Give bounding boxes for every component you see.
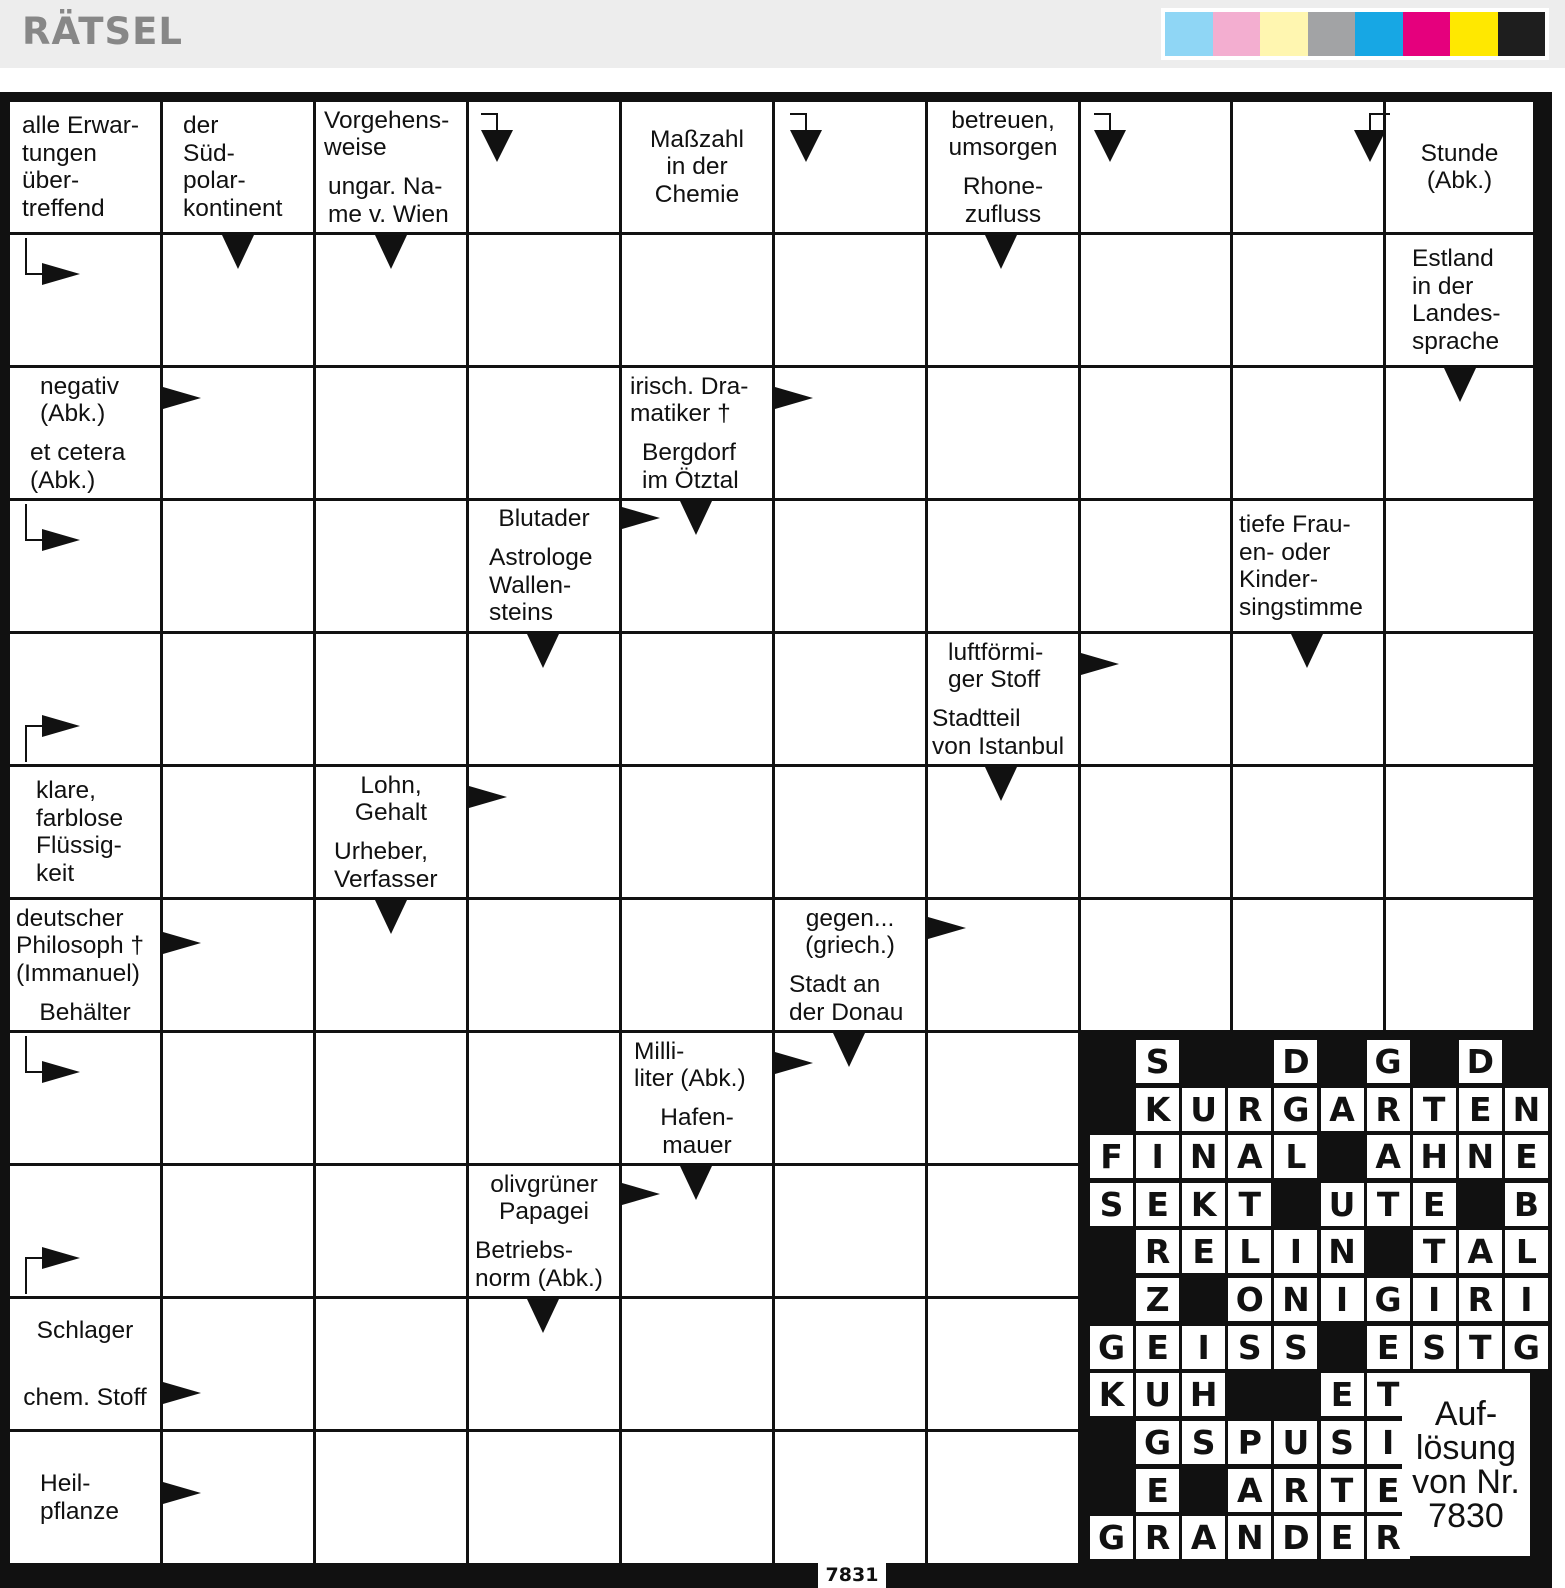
solution-letter: L [1505,1230,1548,1273]
solution-letter: G [1136,1421,1179,1464]
solution-letter: G [1274,1088,1317,1131]
solution-letter: D [1459,1040,1502,1083]
clue-line: Rhone- [962,173,1044,200]
solution-letter: A [1367,1135,1410,1178]
solution-letter: S [1228,1326,1271,1369]
clue-line: ger Stoff [948,666,1041,693]
solution-letter: U [1274,1421,1317,1464]
clue-line: (griech.) [805,932,895,959]
clue-line: Stadtteil [932,705,1021,732]
clue-line: et cetera [30,439,126,466]
solution-letter: R [1367,1088,1410,1131]
clue-line: sprache [1412,327,1500,355]
bent-arrow-right-icon [24,502,84,563]
arrow-right-icon [163,387,201,409]
grid-cell[interactable] [775,767,925,897]
solution-letter: B [1505,1183,1548,1226]
clue-line: Vorgehens- [324,106,450,134]
solution-letter: T [1413,1230,1456,1273]
solution-letter: O [1228,1278,1271,1321]
arrow-down-icon [527,634,559,668]
solution-letter: E [1367,1469,1410,1512]
grid-cell[interactable] [1386,900,1533,1030]
clue-c6 [928,102,1078,166]
clue-line: klare, [36,777,96,804]
clue-line: farblose [36,804,124,832]
solution-letter: U [1182,1088,1225,1131]
grid-cell[interactable] [316,368,466,498]
clue-line: Stunde [1420,139,1499,167]
arrow-right-icon [622,507,660,529]
solution-label-line: Auf- [1434,1394,1498,1433]
clue-c11 [10,435,160,498]
clue-c12 [622,368,772,432]
clue-c18 [928,701,1078,764]
solution-letter: I [1367,1421,1410,1464]
solution-letter: A [1228,1135,1271,1178]
clue-line: Maßzahl [650,125,744,153]
clue-line: über- [22,167,80,194]
solution-letter: T [1413,1088,1456,1131]
clue-line: chem. Stoff [23,1383,147,1411]
clue-c21 [316,834,466,897]
clue-line: Blutader [498,505,590,533]
solution-letter: A [1182,1516,1225,1559]
clue-line: Milli- [634,1037,685,1065]
solution-letter: S [1182,1421,1225,1464]
grid-cell[interactable] [1386,634,1533,764]
solution-letter: N [1321,1230,1364,1273]
grid-cell[interactable] [316,1033,466,1163]
solution-letter: S [1090,1183,1133,1226]
solution-letter: R [1228,1088,1271,1131]
solution-letter: H [1413,1135,1456,1178]
bent-arrow-right-icon [24,236,84,297]
solution-letter: T [1459,1326,1502,1369]
solution-letter: G [1367,1278,1410,1321]
arrow-down-icon [833,1033,865,1067]
clue-c30 [10,1299,160,1363]
clue-line: pflanze [40,1497,120,1525]
grid-cell[interactable] [928,368,1078,498]
color-swatch [1165,12,1213,56]
clue-line: (Abk.) [1426,167,1493,194]
clue-line: Betriebs- [475,1237,574,1264]
clue-c19 [10,767,160,897]
solution-letter: U [1136,1373,1179,1416]
clue-line: der Donau [789,998,904,1026]
clue-line: polar- [183,167,246,194]
clue-c15 [469,540,619,631]
clue-c32 [10,1432,160,1563]
solution-letter: S [1321,1421,1364,1464]
clue-c20 [316,767,466,831]
grid-cell[interactable] [1081,501,1230,631]
grid-cell[interactable] [622,900,772,1030]
solution-label-line: 7830 [1428,1496,1504,1535]
arrow-down-icon [680,501,712,535]
clue-line: alle Erwar- [22,112,140,139]
clue-line: Estland [1412,245,1494,272]
bent-arrow-right-icon [24,1240,84,1301]
clue-c26 [622,1033,772,1097]
clue-c8 [1386,102,1533,232]
grid-cell[interactable] [163,1299,313,1429]
clue-line: der [183,112,219,139]
grid-cell[interactable] [928,501,1078,631]
solution-letter: I [1182,1326,1225,1369]
arrow-right-icon [469,786,507,808]
arrow-right-icon [622,1183,660,1205]
bent-arrow-down-icon [1352,112,1392,169]
clue-line: gegen... [805,904,895,932]
clue-c25 [775,967,925,1030]
solution-letter: L [1228,1230,1271,1273]
grid-cell[interactable] [622,767,772,897]
bent-arrow-right-icon [24,1034,84,1095]
grid-cell[interactable] [163,900,313,1030]
solution-letter: E [1182,1230,1225,1273]
solution-letter: D [1274,1040,1317,1083]
grid-cell[interactable] [469,1033,619,1163]
solution-letter: I [1505,1278,1548,1321]
grid-cell[interactable] [163,1033,313,1163]
solution-letter: T [1367,1183,1410,1226]
arrow-down-icon [527,1299,559,1333]
clue-line: Philosoph † [16,932,145,960]
arrow-right-icon [928,917,966,939]
clue-line: Hafen- [660,1104,734,1131]
clue-c4 [316,169,466,232]
arrow-right-icon [163,932,201,954]
color-swatch [1403,12,1451,56]
grid-cell[interactable] [469,235,619,365]
crossword-grid [0,92,1552,1588]
grid-cell[interactable] [928,1033,1078,1163]
clue-c2 [163,102,313,232]
grid-cell[interactable] [1386,767,1533,897]
solution-letter: R [1367,1516,1410,1559]
arrow-down-icon [985,235,1017,269]
solution-letter: E [1505,1135,1548,1178]
clue-line: norm (Abk.) [475,1264,603,1292]
grid-cell[interactable] [163,1166,313,1296]
clue-line: singstimme [1239,593,1363,621]
clue-line: Bergdorf [642,439,736,466]
clue-c14 [469,501,619,537]
solution-letter: A [1321,1088,1364,1131]
clue-c29 [469,1233,619,1296]
clue-line: treffend [22,194,105,222]
bent-arrow-down-icon [479,112,519,169]
clue-line: Papagei [499,1198,589,1225]
arrow-right-icon [1081,653,1119,675]
solution-letter: T [1321,1469,1364,1512]
clue-line: irisch. Dra- [630,372,749,400]
section-title: RÄTSEL [22,10,183,53]
clue-c31 [10,1366,160,1429]
grid-cell[interactable] [622,1432,772,1563]
page-header [0,0,1565,68]
arrow-down-icon [1444,368,1476,402]
clue-line: tiefe Frau- [1239,511,1351,538]
solution-letter: E [1136,1183,1179,1226]
color-swatch [1355,12,1403,56]
clue-line: me v. Wien [328,200,449,228]
solution-letter: N [1228,1516,1271,1559]
solution-letter: D [1274,1516,1317,1559]
clue-line: (Immanuel) [16,959,140,987]
grid-cell[interactable] [1233,767,1383,897]
clue-c10 [10,368,160,432]
bent-arrow-down-icon [788,112,828,169]
grid-cell[interactable] [775,1166,925,1296]
solution-letter: K [1090,1373,1133,1416]
clue-line: Flüssig- [36,832,122,859]
arrow-right-icon [163,1482,201,1504]
solution-letter: G [1505,1326,1548,1369]
arrow-right-icon [775,1052,813,1074]
solution-letter: I [1136,1135,1179,1178]
clue-c13 [622,435,772,498]
clue-line: weise [324,134,387,161]
solution-grid [1081,1033,1552,1588]
grid-cell[interactable] [928,1432,1078,1563]
solution-letter: K [1182,1183,1225,1226]
grid-cell[interactable] [469,900,619,1030]
solution-letter: R [1274,1469,1317,1512]
clue-c24 [775,900,925,964]
grid-cell[interactable] [1081,235,1230,365]
grid-cell[interactable] [928,1166,1078,1296]
solution-letter: H [1182,1373,1225,1416]
arrow-down-icon [375,900,407,934]
solution-letter: E [1459,1088,1502,1131]
grid-cell[interactable] [316,1299,466,1429]
grid-cell[interactable] [775,1432,925,1563]
clue-line: Verfasser [334,865,438,893]
clue-line: matiker † [630,400,731,427]
color-swatch [1450,12,1498,56]
arrow-down-icon [222,235,254,269]
clue-line: en- oder [1239,538,1331,566]
clue-line: negativ [40,372,120,400]
grid-cell[interactable] [1081,368,1230,498]
solution-letter: G [1090,1326,1133,1369]
clue-c28 [469,1166,619,1230]
clue-c9 [1386,235,1533,365]
clue-line: von Istanbul [932,732,1065,760]
clue-line: Landes- [1412,300,1501,327]
solution-letter: K [1136,1088,1179,1131]
grid-cell[interactable] [1081,767,1230,897]
clue-line: Lohn, [360,771,422,799]
solution-letter: I [1413,1278,1456,1321]
grid-cell[interactable] [1233,368,1383,498]
clue-line: Chemie [654,180,740,208]
grid-cell[interactable] [469,1432,619,1563]
solution-letter: T [1228,1183,1271,1226]
solution-letter: E [1321,1516,1364,1559]
clue-line: Kinder- [1239,566,1318,593]
color-swatch [1498,12,1546,56]
solution-letter: E [1367,1326,1410,1369]
clue-line: betreuen, [951,106,1055,134]
solution-letter: N [1274,1278,1317,1321]
clue-line: Urheber, [334,838,428,865]
solution-letter: Z [1136,1278,1179,1321]
grid-cell[interactable] [316,1432,466,1563]
solution-letter: E [1413,1183,1456,1226]
grid-cell[interactable] [775,1299,925,1429]
solution-letter: A [1228,1469,1271,1512]
solution-letter: S [1413,1326,1456,1369]
color-swatch [1213,12,1261,56]
grid-cell[interactable] [622,235,772,365]
solution-letter: T [1367,1373,1410,1416]
clue-line: im Ötztal [642,466,739,494]
solution-label-line: von Nr. [1412,1462,1520,1501]
clue-c7 [928,169,1078,232]
grid-cell[interactable] [622,1299,772,1429]
clue-line: liter (Abk.) [634,1065,746,1092]
solution-letter: G [1367,1040,1410,1083]
clue-c22 [10,900,160,992]
grid-cell[interactable] [316,1166,466,1296]
solution-letter: I [1274,1230,1317,1273]
grid-cell[interactable] [1233,235,1383,365]
clue-line: ungar. Na- [328,173,443,200]
grid-cell[interactable] [316,634,466,764]
clue-c5 [622,102,772,232]
clue-line: Süd- [183,139,235,167]
solution-letter: S [1274,1326,1317,1369]
bent-arrow-right-icon [24,708,84,769]
arrow-right-icon [163,1382,201,1404]
solution-label-line: lösung [1415,1428,1517,1467]
clue-line: Astrologe [489,544,593,572]
clue-c1 [10,102,160,232]
solution-letter: S [1136,1040,1179,1083]
solution-letter: R [1136,1230,1179,1273]
solution-letter: R [1136,1516,1179,1559]
clue-c27 [622,1100,772,1163]
grid-cell[interactable] [1233,900,1383,1030]
solution-label [1402,1373,1530,1556]
solution-letter: E [1136,1469,1179,1512]
clue-line: in der [666,153,728,181]
clue-line: steins [489,599,554,627]
solution-letter: L [1274,1135,1317,1178]
clue-line: luftförmi- [948,638,1044,666]
clue-line: keit [36,859,75,887]
solution-letter: N [1505,1088,1548,1131]
clue-line: deutscher [16,904,124,932]
clue-c3 [316,102,466,166]
grid-cell[interactable] [775,501,925,631]
color-swatch [1260,12,1308,56]
grid-cell[interactable] [775,634,925,764]
clue-line: in der [1412,272,1474,300]
clue-line: Wallen- [489,571,572,599]
clue-line: zufluss [964,200,1042,228]
arrow-down-icon [985,767,1017,801]
color-swatch [1308,12,1356,56]
grid-cell[interactable] [469,368,619,498]
arrow-down-icon [1291,634,1323,668]
clue-line: (Abk.) [30,466,96,494]
clue-line: Schlager [36,1317,134,1345]
clue-line: mauer [662,1131,732,1159]
grid-cell[interactable] [622,634,772,764]
grid-cell[interactable] [775,235,925,365]
solution-letter: N [1459,1135,1502,1178]
solution-letter: R [1459,1278,1502,1321]
solution-letter: E [1136,1326,1179,1369]
clue-line: olivgrüner [490,1170,598,1198]
grid-cell[interactable] [1386,501,1533,631]
grid-cell[interactable] [163,634,313,764]
clue-line: Gehalt [354,799,428,826]
puzzle-number: 7831 [818,1562,886,1588]
solution-letter: U [1321,1183,1364,1226]
solution-letter: A [1459,1230,1502,1273]
clue-line: umsorgen [948,134,1058,161]
solution-letter: N [1182,1135,1225,1178]
solution-letter: G [1090,1516,1133,1559]
clue-line: Behälter [39,998,131,1026]
solution-letter: E [1321,1373,1364,1416]
arrow-right-icon [775,387,813,409]
grid-cell[interactable] [1081,900,1230,1030]
clue-line: Heil- [40,1470,91,1497]
grid-cell[interactable] [163,501,313,631]
arrow-down-icon [375,235,407,269]
grid-cell[interactable] [928,1299,1078,1429]
solution-letter: P [1228,1421,1271,1464]
grid-cell[interactable] [163,767,313,897]
arrow-down-icon [680,1166,712,1200]
clue-c16 [1233,501,1383,631]
grid-cell[interactable] [316,501,466,631]
clue-line: Stadt an [789,971,881,998]
clue-c23 [10,995,160,1030]
solution-letter: I [1321,1278,1364,1321]
bent-arrow-down-icon [1092,112,1132,169]
solution-letter: F [1090,1135,1133,1178]
color-calibration-bar [1161,8,1549,60]
clue-line: (Abk.) [40,400,106,427]
clue-line: tungen [22,139,97,167]
clue-c17 [928,634,1078,698]
clue-line: kontinent [183,194,283,222]
